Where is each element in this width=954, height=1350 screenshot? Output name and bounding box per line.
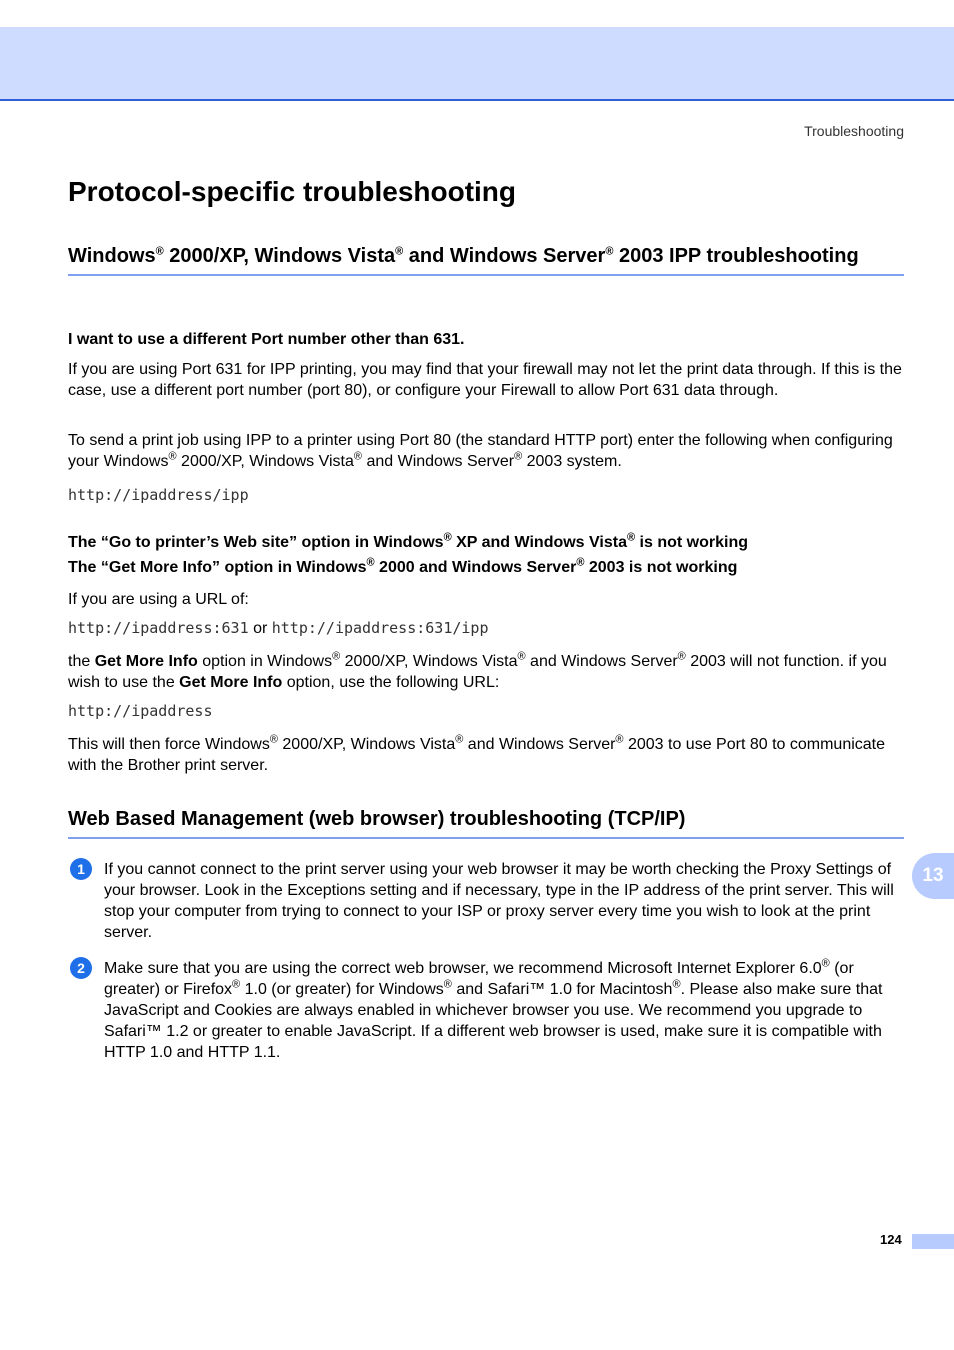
section-heading-web: Web Based Management (web browser) troubleshooting (TCP/IP) xyxy=(68,806,904,839)
step-2-icon: 2 xyxy=(70,957,92,979)
section-heading-ipp: Windows® 2000/XP, Windows Vista® and Windows Server® 2003 IPP troubleshooting xyxy=(68,243,904,276)
chapter-tab: 13 xyxy=(912,853,954,899)
paragraph-port: If you are using Port 631 for IPP printing, you may find that your firewall may not let the print data through. If this is the case, use a different port number (port 80), or configure your Firewall to allow Port 631 data through. xyxy=(68,361,902,399)
step-1-text: If you cannot connect to the print server using your web browser it may be worth checking the Proxy Settings of your browser. Look in the Exceptions setting and if necessary, type in the IP address of the print server. This will stop your computer from trying to connect to your ISP or proxy server every time you wish to look at the print server. xyxy=(104,861,894,941)
step-2-text: Make sure that you are using the correct web browser, we recommend Microsoft Internet Explorer 6.0® (or greater) or Firefox® 1.0 (or greater) for Windows® and Safari™ 1.0 for Macintosh®. Please also make sure that JavaScript and Cookies are always enabled in whichever browser you use. We recommend you upgrade to Safari™ 1.2 or greater to enable JavaScript. If a different web browser is used, make sure it is compatible with HTTP 1.0 and HTTP 1.1. xyxy=(104,957,883,1061)
question-port: I want to use a different Port number other than 631. xyxy=(68,331,465,348)
url-line: http://ipaddress:631 or http://ipaddress:631/ipp xyxy=(68,619,489,637)
paragraph-force-port80: This will then force Windows® 2000/XP, Windows Vista® and Windows Server® 2003 to use Port 80 to communicate with the Brother print server. xyxy=(68,733,886,774)
question-website: The “Go to printer’s Web site” option in Windows® XP and Windows Vista® is not working xyxy=(68,531,748,551)
step-1-icon: 1 xyxy=(70,858,92,880)
url-ipaddress: http://ipaddress xyxy=(68,702,213,720)
url-ipp: http://ipaddress/ipp xyxy=(68,486,249,504)
header-band xyxy=(0,27,954,101)
page-tab xyxy=(912,1234,954,1249)
running-header: Troubleshooting xyxy=(804,123,904,139)
paragraph-port80: To send a print job using IPP to a printer using Port 80 (the standard HTTP port) enter the following when configuring your Windows® 2000/XP, Windows Vista® and Windows Server® 2003 system. xyxy=(68,432,893,470)
paragraph-get-more-info: the Get More Info option in Windows® 2000/XP, Windows Vista® and Windows Server® 2003 will not function. if you wish to use the Get More Info option, use the following URL: xyxy=(68,650,887,691)
paragraph-url-of: If you are using a URL of: xyxy=(68,591,249,608)
question-more-info: The “Get More Info” option in Windows® 2000 and Windows Server® 2003 is not working xyxy=(68,556,738,576)
page-number: 124 xyxy=(880,1232,902,1247)
page-title: Protocol-specific troubleshooting xyxy=(68,176,517,207)
